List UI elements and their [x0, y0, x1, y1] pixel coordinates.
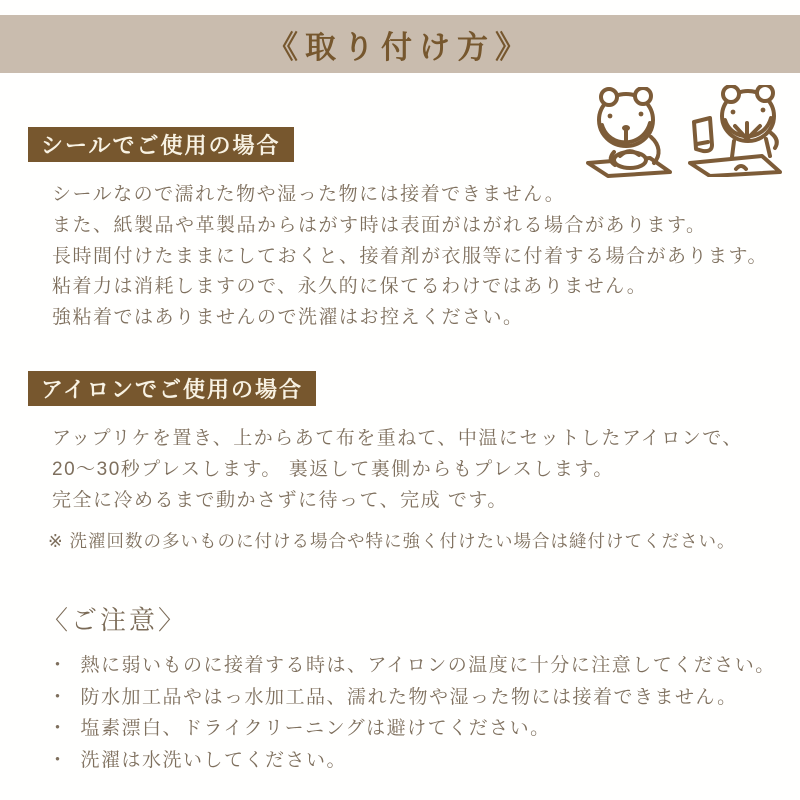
bear-with-iron-icon [684, 85, 784, 177]
list-item [48, 650, 776, 682]
list-item-text: 洗濯は水洗いしてください。 [80, 749, 348, 771]
list-item [48, 713, 776, 745]
list-item-text: 防水加工品やはっ水加工品、濡れた物や湿った物には接着できません。 [80, 686, 738, 708]
sticker-instructions [52, 180, 768, 334]
bear-pressing-sticker-icon [580, 87, 680, 179]
iron-instructions [52, 424, 743, 516]
bullet-icon: ・ [48, 749, 69, 771]
caution-heading: 〈ご注意〉 [42, 605, 188, 635]
page-title: 《取り付け方》 [267, 29, 533, 65]
text-line: シールなので濡れた物や湿った物には接着できません。 [52, 184, 566, 205]
section-heading-sticker: シールでご使用の場合 [28, 127, 294, 162]
text-line: 長時間付けたままにしておくと、接着剤が衣服等に付着する場合があります。 [52, 245, 768, 267]
text-line: 20〜30秒プレスします。 裏返して裏側からもプレスします。 [52, 458, 614, 480]
caution-list [48, 650, 776, 776]
list-item-text: 塩素漂白、ドライクリーニングは避けてください。 [80, 718, 551, 739]
list-item [48, 682, 776, 714]
title-band [0, 15, 800, 73]
text-line: また、紙製品や革製品からはがす時は表面がはがれる場合があります。 [52, 214, 707, 236]
bullet-icon: ・ [48, 655, 69, 676]
bullet-icon: ・ [48, 718, 69, 739]
text-line: 完全に冷めるまで動かさずに待って、完成 です。 [52, 489, 508, 511]
text-line: 強粘着ではありませんので洗濯はお控えください。 [52, 307, 524, 329]
sewing-note: ※ 洗濯回数の多いものに付ける場合や特に強く付けたい場合は縫付けてください。 [48, 531, 736, 551]
section-heading-iron: アイロンでご使用の場合 [28, 371, 316, 406]
text-line: 粘着力は消耗しますので、永久的に保てるわけではありません。 [52, 276, 648, 298]
text-line: アップリケを置き、上からあて布を重ねて、中温にセットしたアイロンで、 [52, 428, 743, 449]
bullet-icon: ・ [48, 686, 69, 708]
list-item [48, 745, 776, 777]
list-item-text: 熱に弱いものに接着する時は、アイロンの温度に十分に注意してください。 [80, 655, 776, 676]
